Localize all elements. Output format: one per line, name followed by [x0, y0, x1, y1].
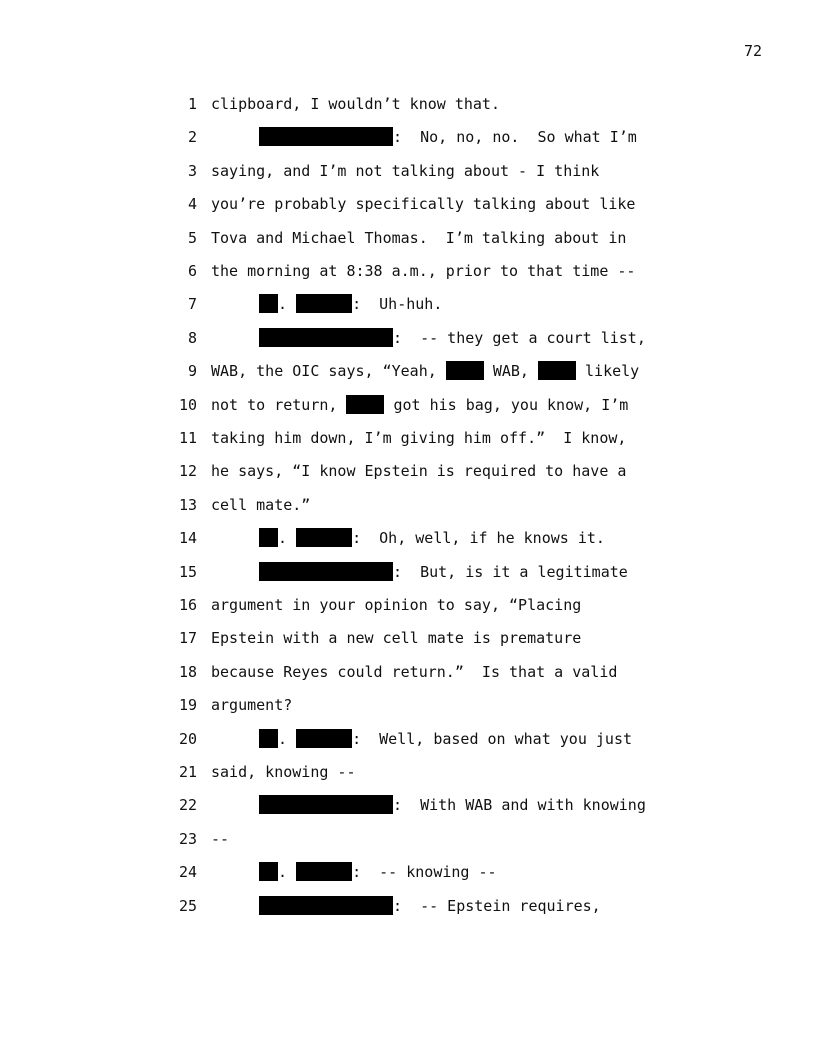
line-number: 10 — [178, 395, 197, 414]
line-number: 13 — [178, 495, 197, 514]
line-text — [211, 428, 626, 448]
text-segment: : -- Epstein requires, — [393, 896, 601, 915]
transcript-line — [0, 562, 816, 595]
line-number: 19 — [178, 696, 197, 715]
transcript-line — [0, 461, 816, 494]
text-segment: likely — [576, 362, 640, 381]
redaction-box — [259, 795, 393, 814]
line-number: 24 — [178, 863, 197, 882]
line-text — [211, 461, 626, 481]
transcript-line — [0, 628, 816, 661]
line-text — [211, 161, 599, 181]
transcript-line — [0, 261, 816, 294]
line-number: 15 — [178, 562, 197, 581]
line-number: 18 — [178, 662, 197, 681]
line-text — [211, 361, 639, 381]
text-segment: . — [278, 295, 297, 314]
text-segment: he says, “I know Epstein is required to have a — [211, 462, 627, 481]
transcript-line — [0, 762, 816, 795]
text-segment: . — [278, 529, 297, 548]
text-segment: : Uh-huh. — [352, 295, 443, 314]
line-number: 23 — [178, 829, 197, 848]
text-segment: got his bag, you know, I’m — [384, 395, 629, 414]
redaction-box — [538, 361, 576, 380]
redaction-box — [259, 862, 278, 881]
line-number: 14 — [178, 529, 197, 548]
transcript-line — [0, 595, 816, 628]
page-number: 72 — [743, 42, 762, 60]
line-text — [259, 528, 605, 548]
text-segment: : Oh, well, if he knows it. — [352, 529, 605, 548]
line-number: 1 — [187, 95, 197, 113]
redaction-box — [259, 294, 278, 313]
redaction-box — [259, 328, 393, 347]
text-segment: . — [278, 729, 297, 748]
transcript-line — [0, 829, 816, 862]
redaction-box — [259, 528, 278, 547]
text-segment: : No, no, no. So what I’m — [393, 128, 637, 147]
transcript-line — [0, 194, 816, 227]
text-segment: taking him down, I’m giving him off.” I know, — [211, 429, 627, 447]
text-segment: Epstein with a new cell mate is premature — [211, 629, 582, 648]
text-segment: . — [278, 863, 297, 882]
transcript-line — [0, 94, 816, 127]
line-text — [211, 228, 626, 248]
transcript-line — [0, 896, 816, 929]
text-segment: WAB, the OIC says, “Yeah, — [211, 362, 446, 381]
text-segment: clipboard, I wouldn’t know that. — [211, 95, 500, 113]
transcript-line — [0, 328, 816, 361]
line-text — [259, 896, 601, 916]
line-number: 22 — [178, 796, 197, 815]
transcript-line — [0, 127, 816, 160]
line-number: 9 — [187, 362, 197, 381]
transcript-line — [0, 662, 816, 695]
redaction-box — [259, 562, 393, 581]
transcript-line — [0, 729, 816, 762]
text-segment: -- — [211, 829, 230, 848]
text-segment: : But, is it a legitimate — [393, 562, 628, 581]
text-segment: not to return, — [211, 395, 347, 414]
text-segment: : With WAB and with knowing — [393, 796, 646, 815]
line-number: 3 — [187, 161, 197, 180]
text-segment: : Well, based on what you just — [352, 729, 633, 748]
redaction-box — [296, 528, 352, 547]
line-number: 20 — [178, 729, 197, 748]
text-segment: saying, and I’m not talking about - I think — [211, 161, 600, 180]
redaction-box — [296, 862, 352, 881]
line-number: 17 — [178, 629, 197, 648]
line-text — [259, 795, 646, 815]
transcript-line — [0, 528, 816, 561]
transcript-line — [0, 428, 816, 461]
text-segment: because Reyes could return.” Is that a valid — [211, 662, 618, 681]
line-text — [259, 127, 637, 147]
line-number: 7 — [187, 295, 197, 314]
line-text — [259, 862, 497, 882]
redaction-box — [296, 294, 352, 313]
text-segment: cell mate.” — [211, 495, 311, 514]
transcript-line — [0, 862, 816, 895]
line-number: 16 — [178, 596, 197, 614]
line-text — [211, 194, 635, 214]
line-text — [211, 628, 581, 648]
text-segment: said, knowing -- — [211, 763, 356, 781]
redaction-box — [296, 729, 352, 748]
line-text — [211, 762, 356, 782]
line-number: 5 — [187, 228, 197, 247]
transcript-line — [0, 361, 816, 394]
transcript-line — [0, 228, 816, 261]
redaction-box — [259, 729, 278, 748]
line-number: 4 — [187, 195, 197, 214]
text-segment: argument? — [211, 696, 293, 715]
line-text — [259, 562, 628, 582]
line-text — [259, 328, 646, 348]
line-text — [211, 695, 292, 715]
line-number: 2 — [187, 128, 197, 147]
redaction-box — [446, 361, 484, 380]
line-number: 12 — [178, 462, 197, 481]
redaction-box — [259, 127, 393, 146]
line-text — [211, 595, 581, 615]
text-segment: argument in your opinion to say, “Placing — [211, 596, 582, 614]
text-segment: Tova and Michael Thomas. I’m talking about in — [211, 228, 627, 247]
line-number: 11 — [178, 429, 197, 447]
line-number: 6 — [187, 262, 197, 280]
text-segment: : -- they get a court list, — [393, 328, 646, 347]
line-text — [259, 729, 632, 749]
line-number: 25 — [178, 896, 197, 915]
text-segment: the morning at 8:38 a.m., prior to that time -- — [211, 262, 636, 280]
text-segment: you’re probably specifically talking about like — [211, 195, 636, 214]
transcript-line — [0, 695, 816, 728]
transcript-line — [0, 161, 816, 194]
line-text — [211, 662, 617, 682]
redaction-box — [346, 395, 384, 414]
transcript-line — [0, 294, 816, 327]
text-segment: : -- knowing -- — [352, 863, 497, 882]
line-text — [211, 94, 500, 114]
line-number: 8 — [187, 328, 197, 347]
line-text — [211, 829, 229, 849]
line-text — [211, 395, 628, 415]
text-segment: WAB, — [483, 362, 538, 381]
transcript-line — [0, 395, 816, 428]
line-number: 21 — [178, 763, 197, 781]
transcript-line — [0, 495, 816, 528]
transcript-line — [0, 795, 816, 828]
line-text — [259, 294, 442, 314]
line-text — [211, 261, 635, 281]
line-text — [211, 495, 310, 515]
redaction-box — [259, 896, 393, 915]
